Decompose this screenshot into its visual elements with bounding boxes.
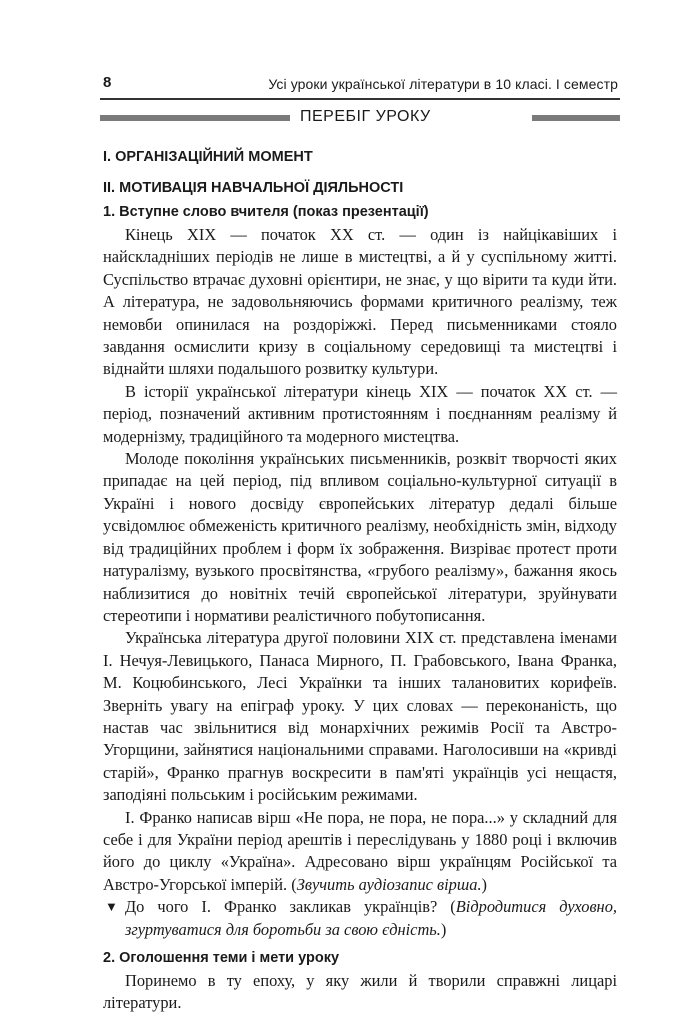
paragraph-5-text: І. Франко написав вірш «Не пора, не пора, не пора...» у складний для себе і для України період арештів і переслідувань у 1880 році і включив його до циклу «Україна». Адресовано вірш українцям Російської та Австро-Угорської імперій. ( xyxy=(103,807,617,894)
heading-motivation: II. МОТИВАЦІЯ НАВЧАЛЬНОЇ ДІЯЛЬНОСТІ xyxy=(103,180,404,196)
heading-organizational-moment: I. ОРГАНІЗАЦІЙНИЙ МОМЕНТ xyxy=(103,149,313,165)
banner-bar-right xyxy=(532,115,620,121)
paragraph-4: Українська література другої половини XIX ст. представлена іменами І. Нечуя-Левицького, Панаса Мирного, П. Грабовського, Івана Франка, М. Коцюбинського, Лесі Українки та інших талановитих корифеїв. Зверніть увагу на епіграф уроку. У цих словах — переконаність, що настав час звільнитися від монархічних режимів Росії та Австро-Угорщини, зайнятися національними справами. Наголосивши на «кривді старій», Франко прагнув воскресити в пам'яті українців усі нещастя, заподіяні польським і російським режимами. xyxy=(103,628,617,805)
paragraph-5 xyxy=(103,807,617,897)
question-answer: Відродитися духовно, згуртуватися для боротьби за свою єдність. xyxy=(125,897,617,939)
lesson-content xyxy=(103,140,617,1015)
paragraph-5-close: ) xyxy=(481,874,488,894)
question-item xyxy=(103,896,617,941)
paragraph-6: Поринемо в ту епоху, у яку жили й творили справжні лицарі літератури. xyxy=(103,971,617,1013)
banner-bar-left xyxy=(100,115,290,121)
paragraph-5-stage-direction: Звучить аудіозапис вірша. xyxy=(296,874,482,894)
section-banner xyxy=(100,108,620,130)
question-text: До чого І. Франко закликав українців? ( xyxy=(125,897,456,917)
paragraph-3: Молоде покоління українських письменників, розквіт творчості яких припадає на цей період, під впливом соціально-культурної ситуації в Україні і нового досвіду європейських літератур дедалі більше усвідомлює обмеженість критичного реалізму, необхідність змін, відходу від традиційних проблем і форм їх зображення. Визріває протест проти натуралізму, вузького просвітянства, «грубого реалізму», бажання якось наблизитися до новітніх течій європейської літератури, зруйнувати стереотипи і нормативи реалістичного побутописання. xyxy=(103,449,617,625)
paragraph-2: В історії української літератури кінець XIX — початок XX ст. — період, позначений активним протистоянням і поєднанням реалізму й модернізму, традиційного та модерного мистецтва. xyxy=(103,381,617,446)
subheading-topic-announcement: 2. Оголошення теми і мети уроку xyxy=(103,950,340,966)
running-title: Усі уроки української літератури в 10 класі. І семестр xyxy=(268,76,618,92)
header-divider xyxy=(100,98,620,100)
triangle-marker-icon: ▼ xyxy=(105,899,118,915)
question-close: ) xyxy=(440,919,447,939)
page-number: 8 xyxy=(103,74,112,91)
paragraph-1: Кінець XIX — початок XX ст. — один із найцікавіших і найскладніших періодів не лише в мистецтві, а й у суспільному житті. Суспільство втрачає духовні орієнтири, не знає, у що вірити та куди йти. А література, не задовольняючись формами критичного реалізму, теж немовби опинилася на роздоріжжі. Перед письменниками стояло завдання осмислити кризу в соціальному середовищі та мистецтві і віднайти шляхи подальшого розвитку культури. xyxy=(103,225,617,379)
section-title: ПЕРЕБІГ УРОКУ xyxy=(300,108,431,125)
subheading-intro-word: 1. Вступне слово вчителя (показ презентації) xyxy=(103,204,429,220)
